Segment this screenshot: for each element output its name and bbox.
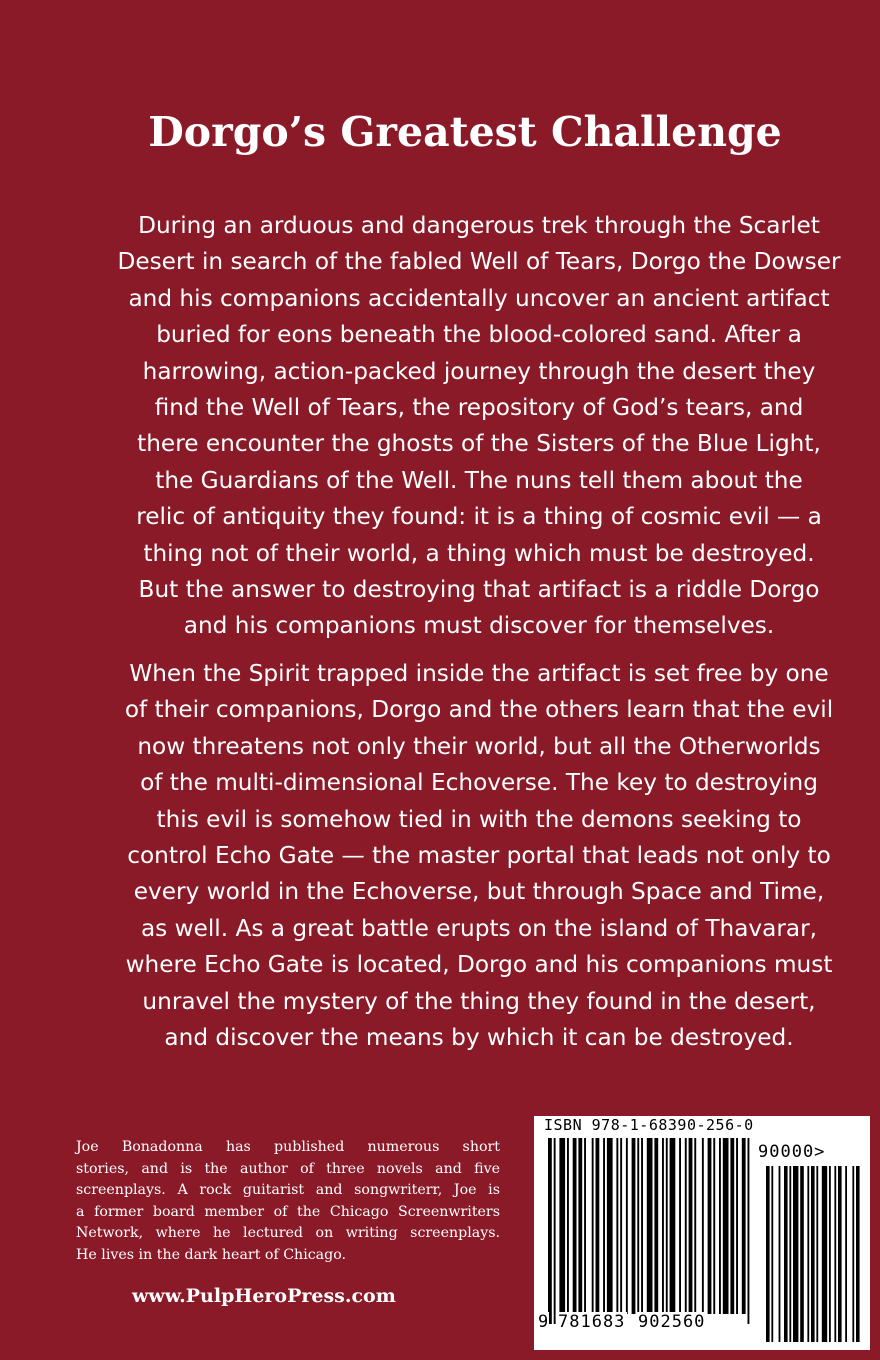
barcode-bar: [789, 1166, 791, 1342]
price-code: 90000>: [758, 1142, 826, 1162]
barcode-bar: [596, 1138, 600, 1314]
blurb-line: harrowing, action-packed journey through the desert they: [142, 357, 816, 385]
blurb-line: relic of antiquity they found: it is a thing of cosmic evil — a: [136, 503, 822, 531]
barcode-bar: [834, 1166, 836, 1342]
blurb-line: and his companions accidentally uncover an ancient artifact: [128, 284, 830, 312]
bio-line: Network, where he lectured on writing screenplays.: [76, 1225, 500, 1242]
blurb-line: find the Well of Tears, the repository of God’s tears, and: [154, 394, 804, 422]
blurb-line: where Echo Gate is located, Dorgo and his companions must: [125, 951, 833, 979]
book-title: Dorgo’s Greatest Challenge: [148, 108, 782, 156]
blurb-line: unravel the mystery of the thing they found in the desert,: [142, 987, 816, 1015]
barcode-bar: [811, 1166, 815, 1342]
barcode-bar: [578, 1138, 582, 1314]
blurb-line: and discover the means by which it can be destroyed.: [164, 1024, 794, 1052]
barcode-bar: [584, 1138, 586, 1314]
blurb-line: and his companions must discover for themselves.: [183, 612, 775, 640]
barcode-bar: [816, 1166, 818, 1342]
barcode-bar: [647, 1138, 653, 1324]
barcode-bar: [559, 1138, 565, 1314]
bio-line: stories, and is the author of three novels and five: [76, 1160, 500, 1177]
barcode-bar: [654, 1138, 658, 1314]
blurb-line: of the multi-dimensional Echoverse. The key to destroying: [140, 769, 818, 797]
barcode-bar: [603, 1138, 605, 1314]
barcode-bar: [838, 1166, 842, 1342]
barcode-bar: [856, 1166, 860, 1342]
barcode-bar: [736, 1138, 738, 1314]
barcode-bar: [694, 1138, 696, 1314]
blurb-line: of their companions, Dorgo and the others learn that the evil: [124, 696, 834, 724]
barcode-bar: [784, 1166, 788, 1342]
isbn-barcode: [534, 1116, 870, 1350]
barcode-bar: [616, 1138, 618, 1314]
barcode-bar: [852, 1166, 854, 1342]
barcode-bar: [679, 1138, 681, 1314]
barcode-bar: [845, 1166, 847, 1342]
barcode-bar: [554, 1138, 556, 1324]
barcode-bar: [607, 1138, 613, 1314]
barcode-bar: [685, 1138, 687, 1314]
bio-line: screenplays. A rock guitarist and songwriterr, Joe is: [76, 1182, 500, 1199]
blurb-paragraph-1: [88, 208, 870, 645]
barcode-bar: [670, 1138, 676, 1314]
blurb-line: control Echo Gate — the master portal that leads not only to: [127, 842, 831, 870]
barcode-bar: [730, 1138, 734, 1314]
blurb-line: But the answer to destroying that artifact is a riddle Dorgo: [138, 576, 820, 604]
barcode-bar: [748, 1138, 750, 1324]
barcode-bar: [708, 1138, 712, 1314]
barcode-bar: [800, 1166, 804, 1342]
barcode-bar: [573, 1138, 577, 1314]
barcode-bar: [567, 1138, 569, 1314]
blurb-line: When the Spirit trapped inside the artifact is set free by one: [129, 660, 829, 687]
bio-line: Joe Bonadonna has published numerous short: [76, 1139, 500, 1155]
publisher-website[interactable]: www.PulpHeroPress.com: [132, 1285, 396, 1307]
blurb-line: as well. As a great battle erupts on the island of Thavarar,: [140, 914, 818, 942]
blurb-paragraph-2: [88, 656, 870, 1056]
bio-line: a former board member of the Chicago Screenwriters: [76, 1203, 500, 1220]
blurb-line: During an arduous and dangerous trek through the Scarlet: [138, 212, 820, 239]
barcode-bar: [626, 1138, 628, 1314]
barcode-bar: [723, 1138, 729, 1314]
barcode-digits-right: 902560: [638, 1312, 706, 1332]
isbn-label: ISBN 978-1-68390-256-0: [544, 1116, 754, 1134]
blurb-line: the Guardians of the Well. The nuns tell them about the: [155, 466, 803, 494]
blurb-line: every world in the Echoverse, but through Space and Time,: [133, 878, 825, 906]
barcode-bar: [637, 1138, 639, 1314]
bio-line: He lives in the dark heart of Chicago.: [76, 1246, 347, 1263]
barcode-bar: [548, 1138, 552, 1324]
barcode-digits-left: 781683: [558, 1312, 626, 1332]
blurb-line: there encounter the ghosts of the Sisters of the Blue Light,: [137, 430, 821, 458]
blurb-line: this evil is somehow tied in with the demons seeking to: [156, 805, 802, 833]
barcode-bar: [742, 1138, 746, 1314]
barcode-bar: [829, 1166, 831, 1342]
barcode-digit-first: 9: [538, 1312, 550, 1332]
barcode-bar: [666, 1138, 668, 1314]
barcode-bar: [793, 1166, 798, 1342]
barcode-bar: [592, 1138, 594, 1314]
blurb-line: Desert in search of the fabled Well of Tears, Dorgo the Dowser: [117, 248, 841, 276]
barcode-bar: [702, 1138, 704, 1314]
barcode-bar: [689, 1138, 693, 1314]
barcode-bar: [713, 1138, 715, 1314]
barcode-bar: [719, 1138, 721, 1314]
barcode-bar: [822, 1166, 827, 1342]
barcode-bar: [771, 1166, 773, 1342]
barcode-bar: [807, 1166, 809, 1342]
blurb-line: buried for eons beneath the blood-colored sand. After a: [156, 321, 802, 349]
barcode-bar: [766, 1166, 770, 1342]
barcode-bar: [620, 1138, 622, 1314]
barcode-bar: [662, 1138, 664, 1314]
barcode-bar: [779, 1166, 781, 1342]
barcode-bar: [632, 1138, 636, 1314]
author-bio: [76, 1137, 500, 1267]
blurb-line: thing not of their world, a thing which must be destroyed.: [143, 539, 815, 567]
barcode-bar: [641, 1138, 643, 1314]
blurb-line: now threatens not only their world, but all the Otherworlds: [137, 732, 821, 760]
